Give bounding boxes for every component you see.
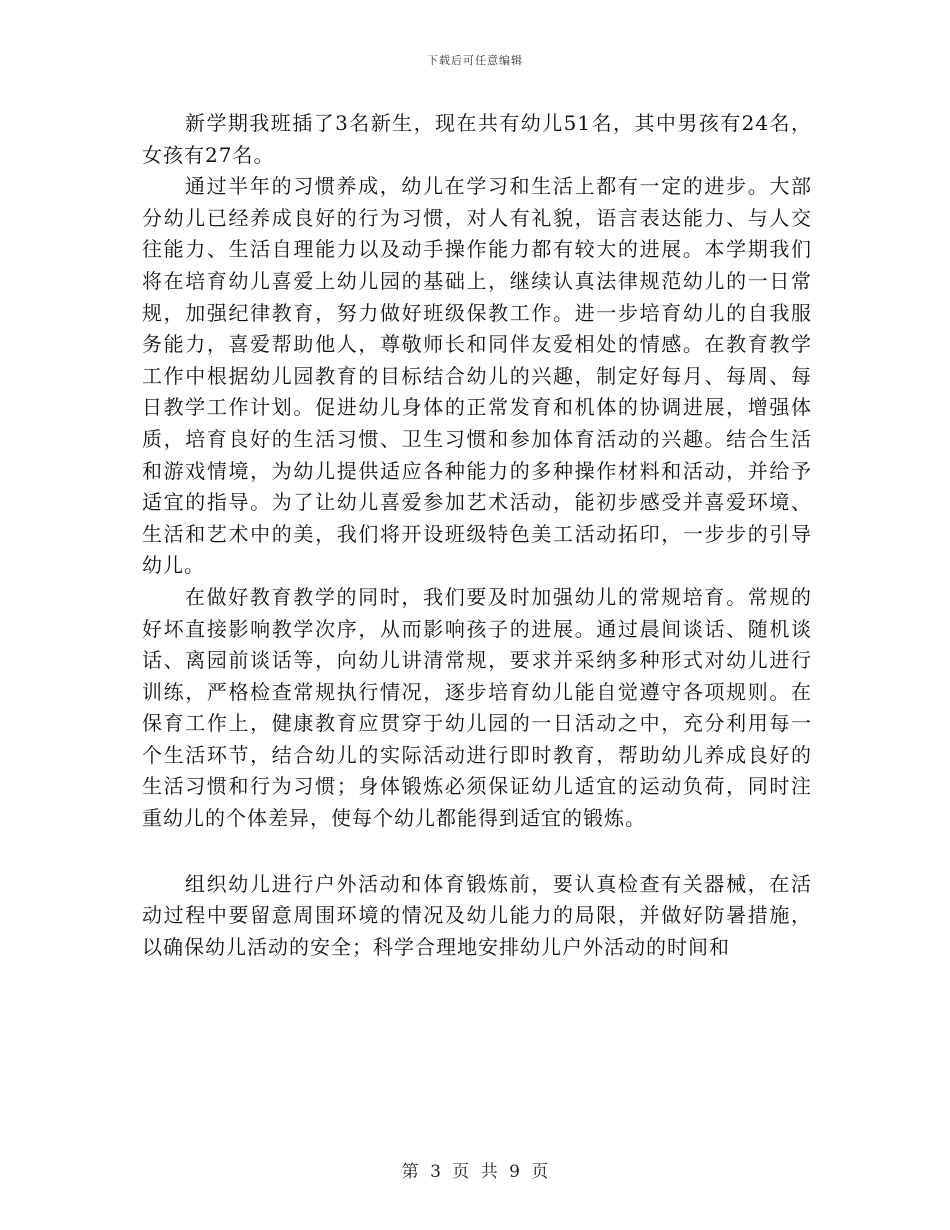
paragraph-semester-plan: 通过半年的习惯养成，幼儿在学习和生活上都有一定的进步。大部分幼儿已经养成良好的行为习惯，对人有礼貌，语言表达能力、与人交往能力、生活自理能力以及动手操作能力都有较大的进展。本学期我们将在培育幼儿喜爱上幼儿园的基础上，继续认真法律规范幼儿的一日常规，加强纪律教育，努力做好班级保教工作。进一步培育幼儿的自我服务能力，喜爱帮助他人，尊敬师长和同伴友爱相处的情感。在教育教学工作中根据幼儿园教育的目标结合幼儿的兴趣，制定好每月、每周、每日教学工作计划。促进幼儿身体的正常发育和机体的协调进展，增强体质，培育良好的生活习惯、卫生习惯和参加体育活动的兴趣。结合生活和游戏情境，为幼儿提供适应各种能力的多种操作材料和活动，并给予适宜的指导。为了让幼儿喜爱参加艺术活动，能初步感受并喜爱环境、生活和艺术中的美，我们将开设班级特色美工活动拓印，一步步的引导幼儿。 [142, 174, 812, 578]
paragraph-new-students: 新学期我班插了3名新生，现在共有幼儿51名，其中男孩有24名，女孩有27名。 [142, 111, 812, 167]
document-body [142, 108, 812, 963]
page-footer: 第 3 页 共 9 页 [401, 1162, 549, 1182]
paragraph-routine-training: 在做好教育教学的同时，我们要及时加强幼儿的常规培育。常规的好坏直接影响教学次序，从而影响孩子的进展。通过晨间谈话、随机谈话、离园前谈话等，向幼儿讲清常规，要求并采纳多种形式对幼儿进行训练，严格检查常规执行情况，逐步培育幼儿能自觉遵守各项规则。在保育工作上，健康教育应贯穿于幼儿园的一日活动之中，充分利用每一个生活环节，结合幼儿的实际活动进行即时教育，帮助幼儿养成良好的生活习惯和行为习惯；身体锻炼必须保证幼儿适宜的运动负荷，同时注重幼儿的个体差异，使每个幼儿都能得到适宜的锻炼。 [142, 584, 812, 831]
paragraph-spacer [142, 835, 812, 869]
paragraph-outdoor-activities: 组织幼儿进行户外活动和体育锻炼前，要认真检查有关器械，在活动过程中要留意周围环境的情况及幼儿能力的局限，并做好防暑措施，以确保幼儿活动的安全；科学合理地安排幼儿户外活动的时间和 [142, 871, 812, 959]
page-header: 下载后可任意编辑 [427, 54, 523, 67]
